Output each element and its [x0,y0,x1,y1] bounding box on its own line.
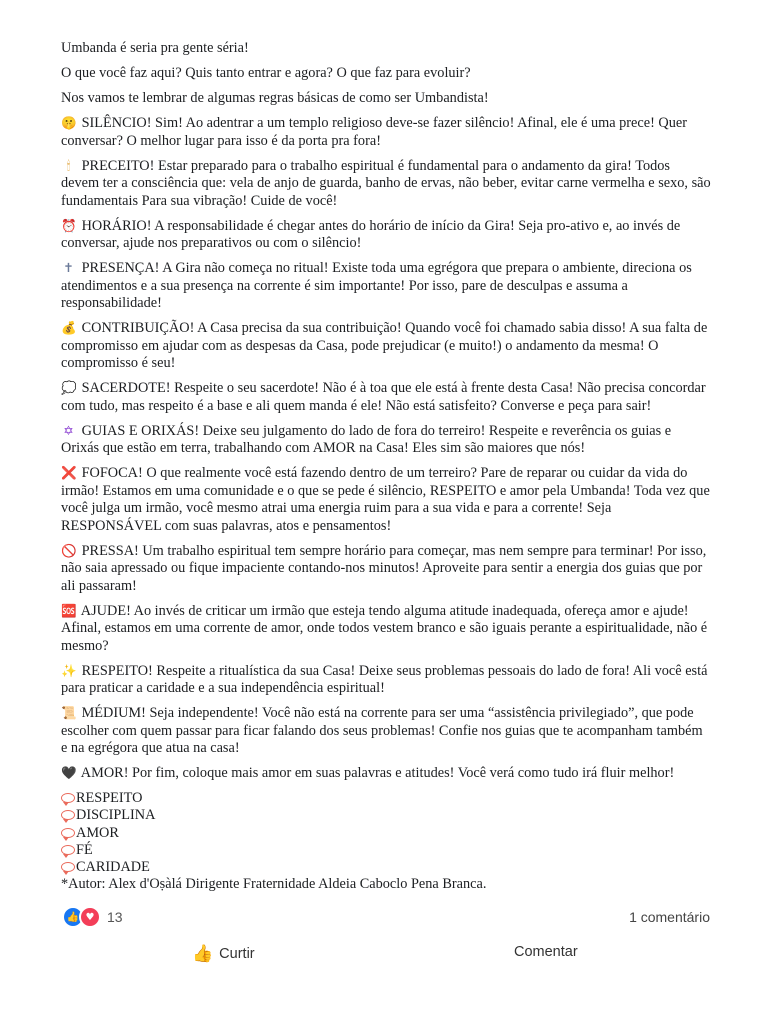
rule-text: CONTRIBUIÇÃO! A Casa precisa da sua contribuição! Quando você foi chamado sabia disso! A sua falta de compromisso em ajudar com as despesas da Casa, pode prejudicar (e muito!) o andamento da mesma! O compromisso é seu! [61,320,708,371]
like-label: Curtir [219,946,255,962]
thought-bubble-icon [61,793,75,803]
rule-paragraph [61,218,711,253]
thought-bubble-icon [61,862,75,872]
rule-paragraph [61,115,711,150]
rule-paragraph [61,705,711,758]
cross-mark-icon: ❌ [61,465,77,480]
hashtag-item [61,807,711,824]
reaction-summary[interactable] [62,906,123,928]
black-heart-icon: 🖤 [61,765,77,780]
hashtag-item [61,859,711,876]
rule-text: PRESSA! Um trabalho espiritual tem sempre horário para começar, mas nem sempre para terminar! Por isso, não saia apressado ou fique impaciente contando-nos minutos! Aproveite para sentir a energia dos guias que por ali passaram! [61,542,707,594]
hashtag-item [61,790,711,807]
sos-icon: 🆘 [61,602,77,618]
rules-list [61,115,711,783]
prohibited-icon: 🚫 [61,542,77,558]
rule-paragraph [61,380,711,415]
reaction-count: 13 [107,909,123,925]
rule-paragraph [61,543,711,596]
like-button[interactable] [192,944,255,964]
hashtag-item [61,825,711,842]
hashtag-label: CARIDADE [76,859,150,876]
hashtag-label: DISCIPLINA [76,807,156,824]
intro-line: O que você faz aqui? Quis tanto entrar e agora? O que faz para evoluir? [61,65,471,81]
hashtag-label: FÉ [76,841,93,858]
author-credit: *Autor: Alex d'Oṣàlá Dirigente Fraternidade Aldeia Caboclo Pena Branca. [61,876,487,893]
rule-text: SILÊNCIO! Sim! Ao adentrar a um templo religioso deve-se fazer silêncio! Afinal, ele é uma prece! Quer conversar? O melhor lugar para isso é da porta pra fora! [61,115,687,149]
hashtag-label: AMOR [76,824,119,841]
rule-text: MÉDIUM! Seja independente! Você não está na corrente para ser uma “assistência privilegiado”, que pode escolher com quem passar para ficar falando dos seus problemas! Confie nos guias que te acompanham também e na egrégora que atua na casa! [61,705,703,756]
speech-bubble-icon: 💭 [61,380,77,395]
thumbs-up-icon: 👍 [192,944,214,964]
rule-paragraph [61,663,711,698]
rule-text: PRECEITO! Estar preparado para o trabalho espiritual é fundamental para o andamento da gira! Todos devem ter a consciência que: vela de anjo de guarda, banho de ervas, não beber, evitar carne vermelha e sexo, são fundamentais Para sua vibração! Cuide de você! [61,157,711,209]
rule-text: RESPEITO! Respeite a ritualística da sua Casa! Deixe seus problemas pessoais do lado de fora! Ali você está para praticar a caridade e a sua independência espiritual! [61,662,708,696]
alarm-clock-icon: ⏰ [61,217,77,233]
comment-label: Comentar [514,944,578,960]
rule-paragraph [61,423,711,458]
hashtag-label: RESPEITO [76,790,143,806]
comment-button[interactable] [514,944,578,960]
rule-text: PRESENÇA! A Gira não começa no ritual! Existe toda uma egrégora que prepara o ambiente, direciona os atendimentos e a sua presença na corrente é sim importante! Por isso, pare de desculpas e assuma a responsabilidade! [61,260,692,311]
intro [61,40,711,108]
rule-text: FOFOCA! O que realmente você está fazendo dentro de um terreiro? Pare de reparar ou cuidar da vida do irmão! Estamos em uma comunidade e o que se pede é silêncio, RESPEITO e amor pela Umbanda! Toda vez que você julga um irmão, você mesmo atrai uma energia ruim para a sua vida e para a corrente! Seja RESPONSÁVEL com suas palavras, atos e pensamentos! [61,465,710,534]
rule-text: HORÁRIO! A responsabilidade é chegar antes do horário de início da Gira! Seja pro-ativo e, ao invés de conversar, ajude nos preparativos ou com o silêncio! [61,217,681,251]
post-body [61,40,711,894]
rule-paragraph [61,158,711,211]
six-pointed-star-icon: ✡ [63,422,74,438]
rule-paragraph [61,465,711,535]
rule-text: AMOR! Por fim, coloque mais amor em suas palavras e atitudes! Você verá como tudo irá fluir melhor! [80,765,675,781]
hashtag-item [61,842,711,859]
shushing-face-icon: 🤫 [61,115,77,130]
like-reaction-icon: 👍 [62,906,84,928]
rule-paragraph [61,603,711,656]
rule-paragraph [61,765,711,783]
latin-cross-icon: ✝ [63,260,74,275]
rule-text: GUIAS E ORIXÁS! Deixe seu julgamento do lado de fora do terreiro! Respeite e reverência os guias e Orixás que estão em terra, trabalhando com AMOR na Casa! Eles sim são maiores que nós! [61,422,672,456]
rule-paragraph [61,320,711,373]
money-bag-icon: 💰 [61,320,77,335]
intro-line: Umbanda é seria pra gente séria! [61,40,249,56]
intro-line: Nos vamos te lembrar de algumas regras básicas de como ser Umbandista! [61,90,489,106]
candle-icon: 🕯 [66,157,71,173]
comments-count-link[interactable]: 1 comentário [629,909,710,925]
sparkles-icon: ✨ [61,662,77,678]
hashtag-list [61,790,711,876]
love-reaction-icon: ♥ [79,906,101,928]
rule-paragraph [61,260,711,313]
thought-bubble-icon [61,845,75,855]
rule-text: SACERDOTE! Respeite o seu sacerdote! Não é à toa que ele está à frente desta Casa! Não precisa concordar com tudo, mas respeito é a base e ali quem manda é ele! Não está satisfeito? Converse e peça para sair! [61,380,706,414]
rule-text: AJUDE! Ao invés de criticar um irmão que esteja tendo alguma atitude inadequada, ofereça amor e ajude! Afinal, estamos em uma corrente de amor, onde todos vestem branco e são iguais perante a espiritualidade, não é mesmo? [61,602,708,654]
thought-bubble-icon [61,810,75,820]
scroll-icon: 📜 [61,705,77,720]
thought-bubble-icon [61,828,75,838]
